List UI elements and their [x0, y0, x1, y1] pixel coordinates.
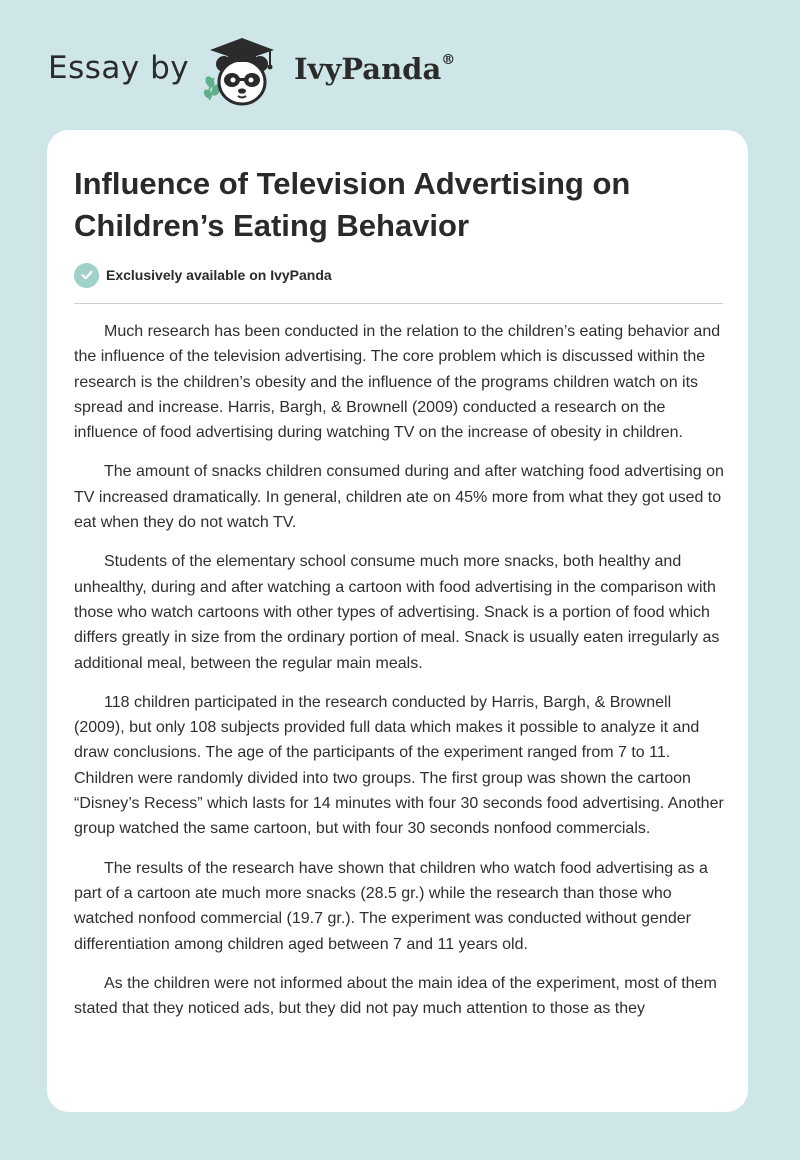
divider: [74, 303, 723, 304]
exclusive-badge: [74, 262, 332, 288]
site-header: [48, 30, 528, 110]
paragraph: The results of the research have shown that children who watch food advertising as a part of a cartoon ate much more snacks (28.5 gr.) while the research than those who watched nonfood commercial (19.7 gr.). The experiment was conducted without gender differentiation among children aged between 7 and 11 years old.: [74, 859, 708, 953]
essay-card: [47, 130, 748, 1112]
ivypanda-logo-text[interactable]: [294, 52, 455, 86]
paragraph: 118 children participated in the research conducted by Harris, Bargh, & Brownell (2009), but only 108 subjects provided full data which makes it possible to analyze it and draw conclusions. The age of the participants of the experiment ranged from 7 to 11. Children were randomly divided into two groups. The first group was shown the cartoon “Disney’s Recess” which lasts for 14 minutes with four 30 seconds food advertising. Another group watched the same cartoon, but with four 30 seconds nonfood commercials.: [74, 693, 724, 838]
paragraph: As the children were not informed about the main idea of the experiment, most of them stated that they noticed ads, but they did not pay much attention to those as they: [74, 974, 717, 1018]
panda-graduate-logo-icon[interactable]: [200, 36, 280, 112]
registered-mark: ®: [441, 52, 456, 69]
exclusive-badge-label: Exclusively available on IvyPanda: [106, 267, 332, 283]
essay-by-label: Essay by: [48, 50, 190, 86]
brand-name: IvyPanda: [294, 52, 442, 86]
essay-title: Influence of Television Advertising on Children’s Eating Behavior: [74, 166, 631, 243]
essay-body: [74, 319, 726, 1035]
paragraph: The amount of snacks children consumed during and after watching food advertising on TV increased dramatically. In general, children ate on 45% more from what they got used to eat when they do not watch TV.: [74, 463, 724, 532]
paragraph: Much research has been conducted in the relation to the children’s eating behavior and the influence of the television advertising. The core problem which is discussed within the research is the children’s obesity and the influence of the programs children watch on its spread and increase. Harris, Bargh, & Brownell (2009) conducted a research on the influence of food advertising during watching TV on the increase of obesity in children.: [74, 323, 721, 442]
check-icon: [74, 263, 99, 288]
paragraph: Students of the elementary school consume much more snacks, both healthy and unhealthy, during and after watching a cartoon with food advertising in the comparison with those who watch cartoons with other types of advertising. Snack is a portion of food which differs greatly in size from the ordinary portion of meal. Snack is usually eaten irregularly as additional meal, between the regular main meals.: [74, 553, 720, 672]
